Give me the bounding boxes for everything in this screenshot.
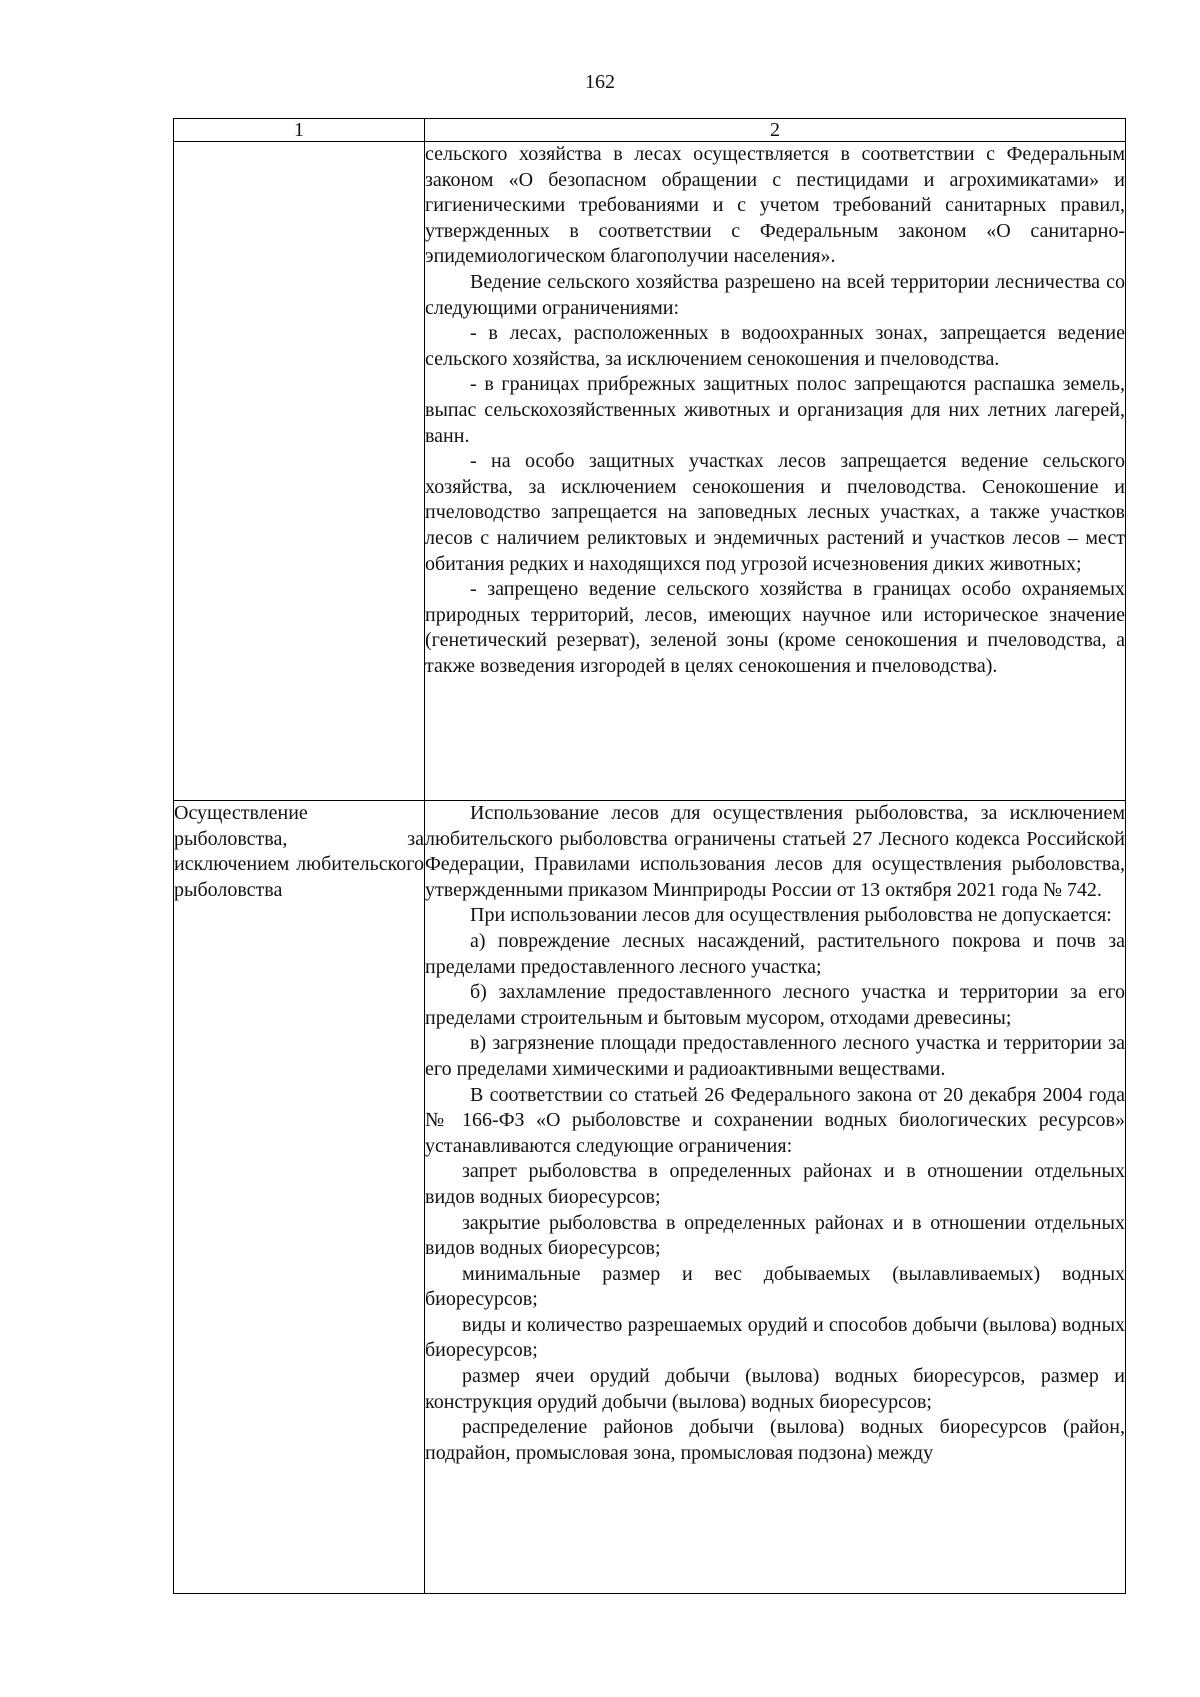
paragraph: - на особо защитных участках лесов запрещается ведение сельского хозяйства, за исключением сенокошения и пчеловодства. Сенокошение и пчеловодство запрещается на заповедных лесных участках, а также участков лесов с наличием реликтовых и эндемичных растений и участков лесов – мест обитания редких и находящихся под угрозой исчезновения диких животных; [425,450,1125,575]
paragraph: - запрещено ведение сельского хозяйства в границах особо охраняемых природных территорий, лесов, имеющих научное или историческое значение (генетический резерват), зеленой зоны (кроме сенокошения и пчеловодства, а также возведения изгородей в целях сенокошения и пчеловодства). [425,578,1125,677]
table-header-row [174,119,1126,142]
paragraph: В соответствии со статьей 26 Федерального закона от 20 декабря 2004 года № 166-ФЗ «О рыболовстве и сохранении водных биологических ресурсов» устанавливаются следующие ограничения: [425,1083,1125,1157]
header-col-2: 2 [425,119,1126,142]
page-number: 162 [585,71,615,93]
paragraph: Ведение сельского хозяйства разрешено на всей территории лесничества со следующими ограничениями: [425,270,1125,319]
regulation-table [173,118,1126,1594]
paragraph: размер ячеи орудий добычи (вылова) водных биоресурсов, размер и конструкция орудий добычи (вылова) водных биоресурсов; [425,1365,1125,1413]
paragraph: запрет рыболовства в определенных районах и в отношении отдельных видов водных биоресурсов; [425,1160,1125,1208]
activity-name-cell [174,142,425,801]
paragraph: распределение районов добычи (вылова) водных биоресурсов (район, подрайон, промысловая зона, промысловая подзона) между [425,1416,1125,1464]
paragraph: а) повреждение лесных насаждений, растительного покрова и почв за пределами предоставленного лесного участка; [425,929,1125,978]
restrictions-cell [425,801,1126,1594]
activity-name-cell [174,801,425,1594]
paragraph: минимальные размер и вес добываемых (вылавливаемых) водных биоресурсов; [425,1262,1125,1311]
table-row [174,142,1126,801]
paragraph: - в границах прибрежных защитных полос запрещаются распашка земель, выпас сельскохозяйственных животных и организация для них летних лагерей, ванн. [425,373,1125,447]
activity-name: Осуществление рыболовства, за исключением любительского рыболовства [174,802,424,901]
paragraph: При использовании лесов для осуществления рыболовства не допускается: [470,904,1112,927]
paragraph: виды и количество разрешаемых орудий и способов добычи (вылова) водных биоресурсов; [425,1313,1125,1362]
paragraph: сельского хозяйства в лесах осуществляется в соответствии с Федеральным законом «О безопасном обращении с пестицидами и агрохимикатами» и гигиеническими требованиями и с учетом требований санитарных правил, утвержденных в соответствии с Федеральным законом «О санитарно-эпидемиологическом благополучии населения». [425,143,1125,268]
paragraph: в) загрязнение площади предоставленного лесного участка и территории за его пределами химическими и радиоактивными веществами. [425,1032,1125,1080]
paragraph: закрытие рыболовства в определенных районах и в отношении отдельных видов водных биоресурсов; [425,1211,1125,1260]
paragraph: б) захламление предоставленного лесного участка и территории за его пределами строительным и бытовым мусором, отходами древесины; [425,981,1125,1029]
paragraph: Использование лесов для осуществления рыболовства, за исключением любительского рыболовства ограничены статьей 27 Лесного кодекса Российской Федерации, Правилами использования лесов для осуществления рыболовства, утвержденными приказом Минприроды России от 13 октября 2021 года № 742. [425,802,1125,901]
paragraph: - в лесах, расположенных в водоохранных зонах, запрещается ведение сельского хозяйства, за исключением сенокошения и пчеловодства. [425,322,1125,370]
restrictions-cell [425,142,1126,801]
table-row [174,801,1126,1594]
header-col-1: 1 [174,119,425,142]
